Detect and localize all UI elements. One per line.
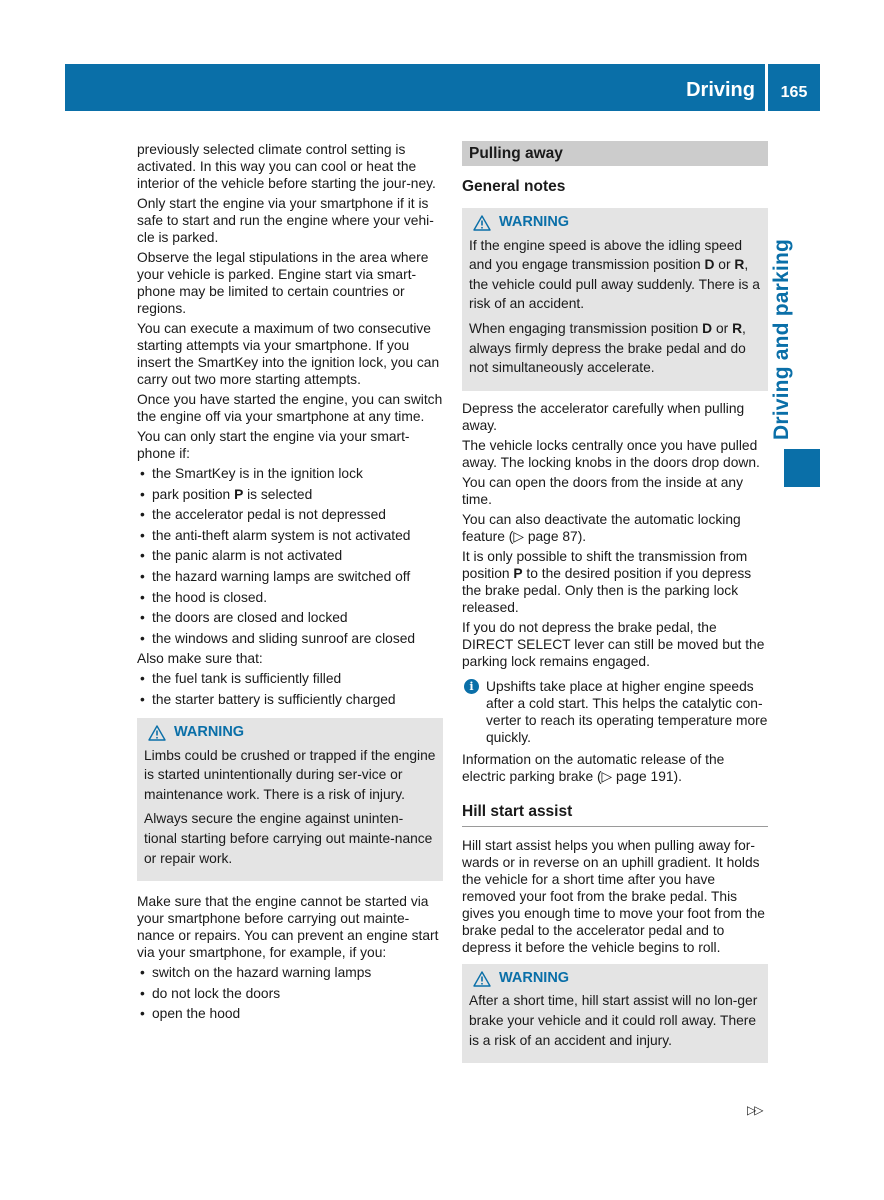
header-section-title: Driving <box>686 79 755 101</box>
list-item: • the fuel tank is sufficiently filled <box>140 671 342 687</box>
warning-triangle-icon <box>473 971 491 987</box>
paragraph: You can execute a maximum of two consecutive starting attempts via your smartphone. If you insert the SmartKey into the ignition lock, you can carry out two more starting attempts. <box>137 321 440 387</box>
warning-text: Always secure the engine against uninten-tional starting before carrying out mainte-nance or repair work. <box>144 811 433 866</box>
paragraph: Once you have started the engine, you can switch the engine off via your smartphone at any time. <box>137 392 443 424</box>
right-column <box>462 141 768 1075</box>
also-list <box>137 670 443 708</box>
continue-marker: ▷▷ <box>747 1103 762 1117</box>
paragraph: You can only start the engine via your smart-phone if: <box>137 429 410 461</box>
paragraph: The vehicle locks centrally once you have pulled away. The locking knobs in the doors drop down. <box>462 437 760 470</box>
paragraph: Only start the engine via your smartphone if it is safe to start and run the engine where your vehi-cle is parked. <box>137 196 434 245</box>
subsection-title: General notes <box>462 178 566 195</box>
info-text: Upshifts take place at higher engine speeds after a cold start. This helps the catalytic con-verter to reach its operating temperature more quickly. <box>486 678 768 745</box>
page-number: 165 <box>780 84 808 101</box>
paragraph: previously selected climate control setting is activated. In this way you can cool or heat the interior of the vehicle before starting the jour-ney. <box>137 142 436 191</box>
list-item: • the panic alarm is not activated <box>140 548 343 564</box>
warning-text: Limbs could be crushed or trapped if the engine is started unintentionally during ser-vice or maintenance work. There is a risk of injury. <box>144 747 436 802</box>
warning-heading <box>469 213 761 233</box>
list-item: • do not lock the doors <box>140 985 281 1001</box>
list-item: • park position P is selected <box>140 486 313 502</box>
paragraph: You can also deactivate the automatic locking feature (▷ page 87). <box>462 511 741 544</box>
paragraph: Also make sure that: <box>137 651 263 667</box>
left-column <box>137 141 443 1026</box>
section-title: Pulling away <box>462 141 768 166</box>
header-bar <box>65 64 765 111</box>
warning-text: When engaging transmission position D or R, always firmly depress the brake pedal and do not simultaneously accelerate. <box>469 320 746 376</box>
side-tab-marker <box>784 449 820 487</box>
subsection-title: Hill start assist <box>462 803 768 827</box>
warning-text: If the engine speed is above the idling speed and you engage transmission position D or R, the vehicle could pull away suddenly. There is a risk of an accident. <box>469 237 760 312</box>
paragraph: Observe the legal stipulations in the area where your vehicle is parked. Engine start via smart-phone may be limited to certain countries or regions. <box>137 250 429 316</box>
paragraph: Make sure that the engine cannot be started via your smartphone before carrying out mainte-nance or repairs. You can prevent an engine start via your smartphone, for example, if you: <box>137 894 439 961</box>
prevent-list <box>137 964 443 1022</box>
page-number-box <box>768 64 820 111</box>
warning-title: WARNING <box>499 214 570 230</box>
info-icon: i <box>464 679 479 694</box>
list-item: • the hazard warning lamps are switched off <box>140 568 411 584</box>
list-item: • the starter battery is sufficiently charged <box>140 691 396 707</box>
info-note <box>462 678 768 746</box>
list-item: • the SmartKey is in the ignition lock <box>140 466 363 481</box>
list-item: • switch on the hazard warning lamps <box>140 965 372 981</box>
list-item: • open the hood <box>140 1006 241 1022</box>
paragraph: Information on the automatic release of the electric parking brake (▷ page 191). <box>462 751 725 784</box>
side-tab-label: Driving and parking <box>770 239 793 440</box>
list-item: • the windows and sliding sunroof are closed <box>140 630 416 646</box>
warning-title: WARNING <box>174 723 245 740</box>
paragraph: It is only possible to shift the transmission from position P to the desired position if you depress the brake pedal. Only then is the parking lock released. <box>462 548 752 615</box>
list-item: • the hood is closed. <box>140 589 268 605</box>
warning-heading <box>144 723 436 743</box>
warning-box <box>462 208 768 391</box>
list-item: • the accelerator pedal is not depressed <box>140 507 386 523</box>
warning-box <box>462 964 768 1063</box>
paragraph: If you do not depress the brake pedal, the DIRECT SELECT lever can still be moved but the parking lock remains engaged. <box>462 619 765 669</box>
list-item: • the doors are closed and locked <box>140 610 348 626</box>
list-item: • the anti-theft alarm system is not activated <box>140 527 411 543</box>
warning-title: WARNING <box>499 969 570 986</box>
conditions-list <box>137 465 443 647</box>
warning-heading <box>469 969 761 989</box>
paragraph: Hill start assist helps you when pulling away for-wards or in reverse on an uphill gradient. It holds the vehicle for a short time after you have removed your foot from the brake pedal. This gives you enough time to move your foot from the brake pedal to the accelerator pedal and to depress it before the vehicle begins to roll. <box>462 837 765 955</box>
warning-text: After a short time, hill start assist will no lon-ger brake your vehicle and it could roll away. There is a risk of an accident and injury. <box>469 993 758 1048</box>
warning-box <box>137 718 443 881</box>
warning-triangle-icon <box>148 725 166 741</box>
paragraph: You can open the doors from the inside at any time. <box>462 474 743 507</box>
warning-triangle-icon <box>473 215 491 231</box>
paragraph: Depress the accelerator carefully when pulling away. <box>462 400 745 433</box>
